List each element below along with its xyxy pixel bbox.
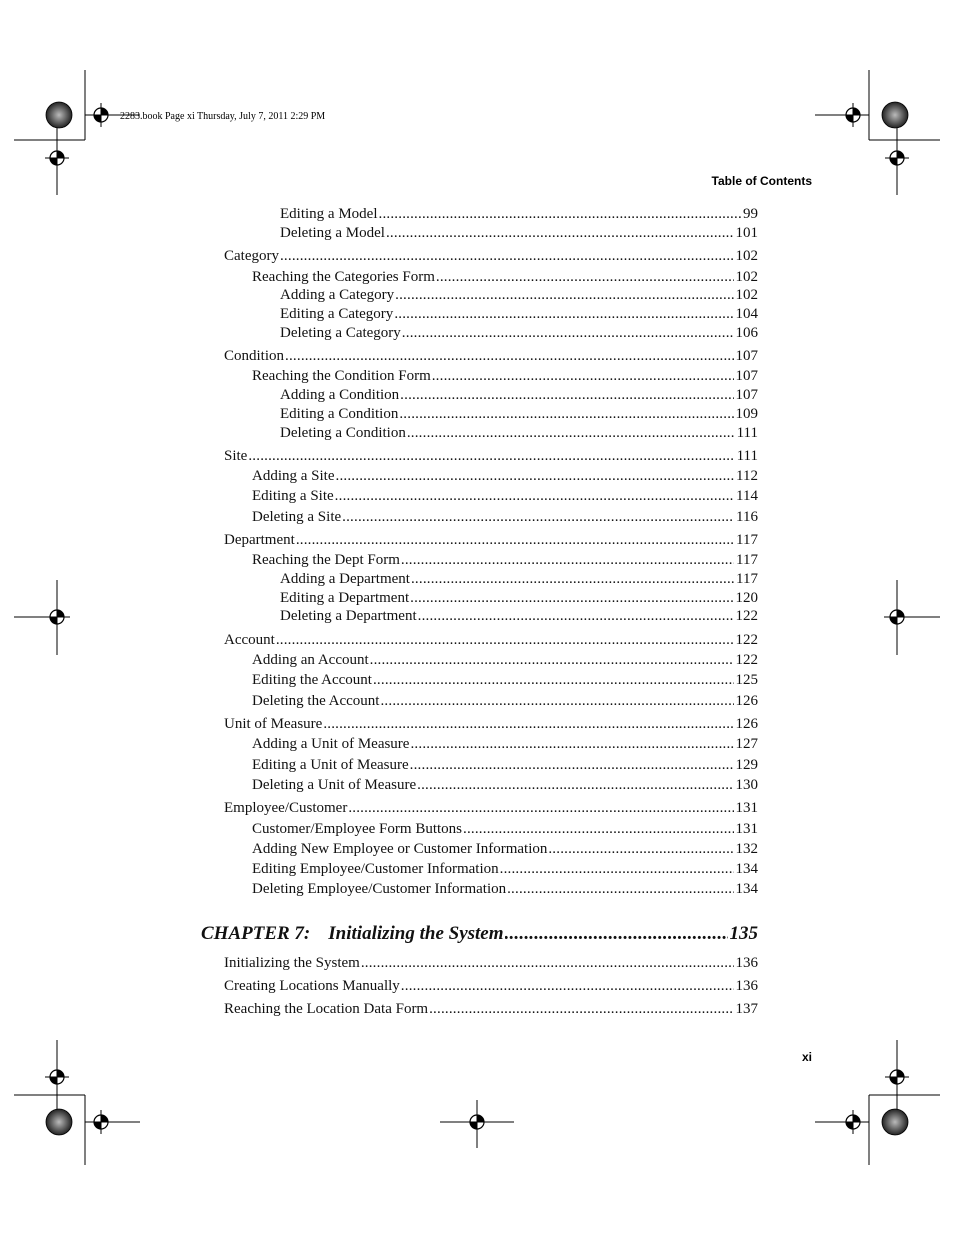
toc-entry[interactable]: [280, 205, 758, 223]
toc-entry-title: Adding a Condition: [280, 387, 400, 403]
toc-entry-title: Editing the Account: [252, 672, 372, 688]
toc-entry-title: Editing a Site: [252, 488, 334, 504]
leader-dots: [335, 487, 734, 505]
toc-entry-title: Editing a Unit of Measure: [252, 757, 409, 773]
toc-entry-page: 116: [736, 509, 758, 525]
leader-dots: [401, 551, 734, 569]
leader-dots: [429, 1000, 733, 1018]
leader-dots: [418, 607, 734, 625]
toc-entry-page: 99: [743, 206, 758, 222]
leader-dots: [373, 671, 734, 689]
toc-entry-title: Adding an Account: [252, 652, 369, 668]
toc-entry[interactable]: [252, 756, 758, 774]
toc-entry-page: 136: [735, 978, 758, 994]
chapter-page: 135: [729, 923, 758, 944]
toc-entry-title: Creating Locations Manually: [224, 978, 400, 994]
toc-entry[interactable]: [252, 776, 758, 794]
chapter-title: Initializing the System: [328, 923, 504, 944]
toc-entry[interactable]: [252, 268, 758, 286]
toc-entry-page: 136: [735, 955, 758, 971]
toc-entry[interactable]: [280, 589, 758, 607]
leader-dots: [395, 286, 733, 304]
toc-entry-page: 126: [735, 716, 758, 732]
leader-dots: [548, 840, 733, 858]
toc-entry-title: Editing a Condition: [280, 406, 399, 422]
chapter-label: CHAPTER 7:: [201, 923, 311, 944]
page-number: xi: [801, 1050, 812, 1064]
toc-entry-title: Deleting a Category: [280, 325, 401, 341]
leader-dots: [394, 305, 733, 323]
toc-entry-page: 114: [736, 488, 758, 504]
leader-dots: [410, 735, 733, 753]
toc-entry[interactable]: [224, 447, 758, 465]
toc-entry-page: 109: [735, 406, 758, 422]
print-slug: 2283.book Page xi Thursday, July 7, 2011 2:29 PM: [120, 111, 326, 122]
toc-entry-page: 101: [735, 225, 758, 241]
toc-entry[interactable]: [280, 224, 758, 242]
toc-entry-page: 126: [735, 693, 758, 709]
toc-entry-title: Adding a Department: [280, 571, 410, 587]
leader-dots: [285, 347, 733, 365]
toc-entry-page: 104: [735, 306, 758, 322]
toc-entry-page: 102: [735, 287, 758, 303]
toc-entry[interactable]: [252, 880, 758, 898]
toc-entry-page: 122: [735, 632, 758, 648]
leader-dots: [417, 776, 733, 794]
toc-entry[interactable]: [252, 551, 758, 569]
toc-entry[interactable]: [252, 651, 758, 669]
leader-dots: [380, 692, 733, 710]
toc-entry[interactable]: [280, 305, 758, 323]
toc-entry[interactable]: [224, 531, 758, 549]
toc-entry-page: 102: [735, 269, 758, 285]
leader-dots: [296, 531, 734, 549]
leader-dots: [463, 820, 734, 838]
toc-entry-page: 120: [735, 590, 758, 606]
toc-entry-title: Deleting a Condition: [280, 425, 406, 441]
leader-dots: [402, 324, 734, 342]
toc-entry-title: Deleting a Site: [252, 509, 342, 525]
toc-entry-page: 131: [735, 821, 758, 837]
toc-entry-title: Deleting the Account: [252, 693, 380, 709]
toc-entry[interactable]: [224, 247, 758, 265]
leader-dots: [342, 508, 734, 526]
toc-entry[interactable]: [280, 405, 758, 423]
leader-dots: [379, 205, 742, 223]
toc-entry-page: 111: [736, 425, 758, 441]
toc-entry-title: Category: [224, 248, 279, 264]
toc-entry-title: Unit of Measure: [224, 716, 323, 732]
toc-entry-title: Editing a Department: [280, 590, 410, 606]
toc-entry-title: Adding a Unit of Measure: [252, 736, 410, 752]
toc-entry[interactable]: [252, 840, 758, 858]
leader-dots: [505, 922, 728, 946]
toc-entry-title: Adding a Category: [280, 287, 395, 303]
leader-dots: [280, 247, 734, 265]
leader-dots: [401, 977, 734, 995]
toc-entry-page: 134: [735, 861, 758, 877]
leader-dots: [336, 467, 735, 485]
toc-entry-title: Department: [224, 532, 295, 548]
toc-entry[interactable]: [280, 424, 758, 442]
leader-dots: [432, 367, 734, 385]
toc-entry-title: Initializing the System: [224, 955, 360, 971]
leader-dots: [276, 631, 734, 649]
toc-entry-title: Deleting a Model: [280, 225, 385, 241]
toc-entry[interactable]: [280, 286, 758, 304]
toc-entry-title: Editing a Category: [280, 306, 394, 322]
toc-entry[interactable]: [252, 692, 758, 710]
toc-entry-title: Customer/Employee Form Buttons: [252, 821, 462, 837]
toc-entry-page: 129: [735, 757, 758, 773]
toc-entry-page: 134: [735, 881, 758, 897]
toc-entry-page: 125: [735, 672, 758, 688]
toc-entry-page: 107: [735, 368, 758, 384]
toc-entry-page: 132: [735, 841, 758, 857]
toc-entry-title: Condition: [224, 348, 285, 364]
toc-entry-page: 102: [735, 248, 758, 264]
toc-entry[interactable]: [280, 607, 758, 625]
leader-dots: [410, 589, 733, 607]
leader-dots: [323, 715, 733, 733]
toc-entry-page: 112: [736, 468, 758, 484]
chapter-heading[interactable]: [201, 922, 758, 946]
toc-entry-title: Deleting a Department: [280, 608, 417, 624]
toc-entry[interactable]: [280, 570, 758, 588]
toc-entry[interactable]: [252, 820, 758, 838]
toc-entry[interactable]: [224, 1000, 758, 1018]
leader-dots: [248, 447, 734, 465]
toc-entry-page: 122: [735, 652, 758, 668]
toc-entry[interactable]: [252, 860, 758, 878]
toc-entry[interactable]: [252, 735, 758, 753]
leader-dots: [507, 880, 733, 898]
toc-entry-title: Reaching the Dept Form: [252, 552, 400, 568]
toc-entry[interactable]: [224, 799, 758, 817]
toc-entry[interactable]: [252, 367, 758, 385]
leader-dots: [399, 405, 733, 423]
toc-entry[interactable]: [224, 977, 758, 995]
toc-entry-page: 130: [735, 777, 758, 793]
toc-entry-title: Site: [224, 448, 248, 464]
toc-entry-title: Deleting Employee/Customer Information: [252, 881, 507, 897]
leader-dots: [411, 570, 734, 588]
toc-entry-title: Employee/Customer: [224, 800, 348, 816]
leader-dots: [361, 954, 734, 972]
toc-entry-page: 137: [735, 1001, 758, 1017]
toc-entry-page: 117: [736, 571, 758, 587]
toc-entry[interactable]: [224, 954, 758, 972]
toc-entry[interactable]: [224, 715, 758, 733]
toc-entry-title: Adding a Site: [252, 468, 335, 484]
running-head: Table of Contents: [711, 174, 812, 188]
toc-entry-page: 107: [735, 348, 758, 364]
leader-dots: [410, 756, 734, 774]
toc-entry-title: Editing a Model: [280, 206, 378, 222]
toc-entry-page: 117: [736, 532, 758, 548]
toc-entry-title: Adding New Employee or Customer Information: [252, 841, 548, 857]
toc-entry-page: 122: [735, 608, 758, 624]
leader-dots: [500, 860, 734, 878]
leader-dots: [348, 799, 733, 817]
toc-entry-title: Editing Employee/Customer Information: [252, 861, 499, 877]
toc-entry[interactable]: [252, 467, 758, 485]
toc-entry[interactable]: [252, 508, 758, 526]
toc-entry-title: Account: [224, 632, 275, 648]
leader-dots: [370, 651, 734, 669]
toc-entry-page: 111: [736, 448, 758, 464]
toc-entry[interactable]: [224, 347, 758, 365]
toc-entry-page: 131: [735, 800, 758, 816]
leader-dots: [436, 268, 734, 286]
leader-dots: [400, 386, 733, 404]
toc-entry-page: 117: [736, 552, 758, 568]
leader-dots: [407, 424, 735, 442]
toc-entry-title: Reaching the Categories Form: [252, 269, 435, 285]
toc-entry[interactable]: [280, 324, 758, 342]
toc-entry[interactable]: [252, 487, 758, 505]
toc-entry[interactable]: [280, 386, 758, 404]
toc-entry-page: 127: [735, 736, 758, 752]
toc-entry[interactable]: [252, 671, 758, 689]
leader-dots: [386, 224, 734, 242]
toc-entry-title: Reaching the Condition Form: [252, 368, 431, 384]
toc-entry-page: 106: [735, 325, 758, 341]
toc-entry-page: 107: [735, 387, 758, 403]
toc-entry-title: Deleting a Unit of Measure: [252, 777, 417, 793]
toc-entry[interactable]: [224, 631, 758, 649]
toc-entry-title: Reaching the Location Data Form: [224, 1001, 429, 1017]
